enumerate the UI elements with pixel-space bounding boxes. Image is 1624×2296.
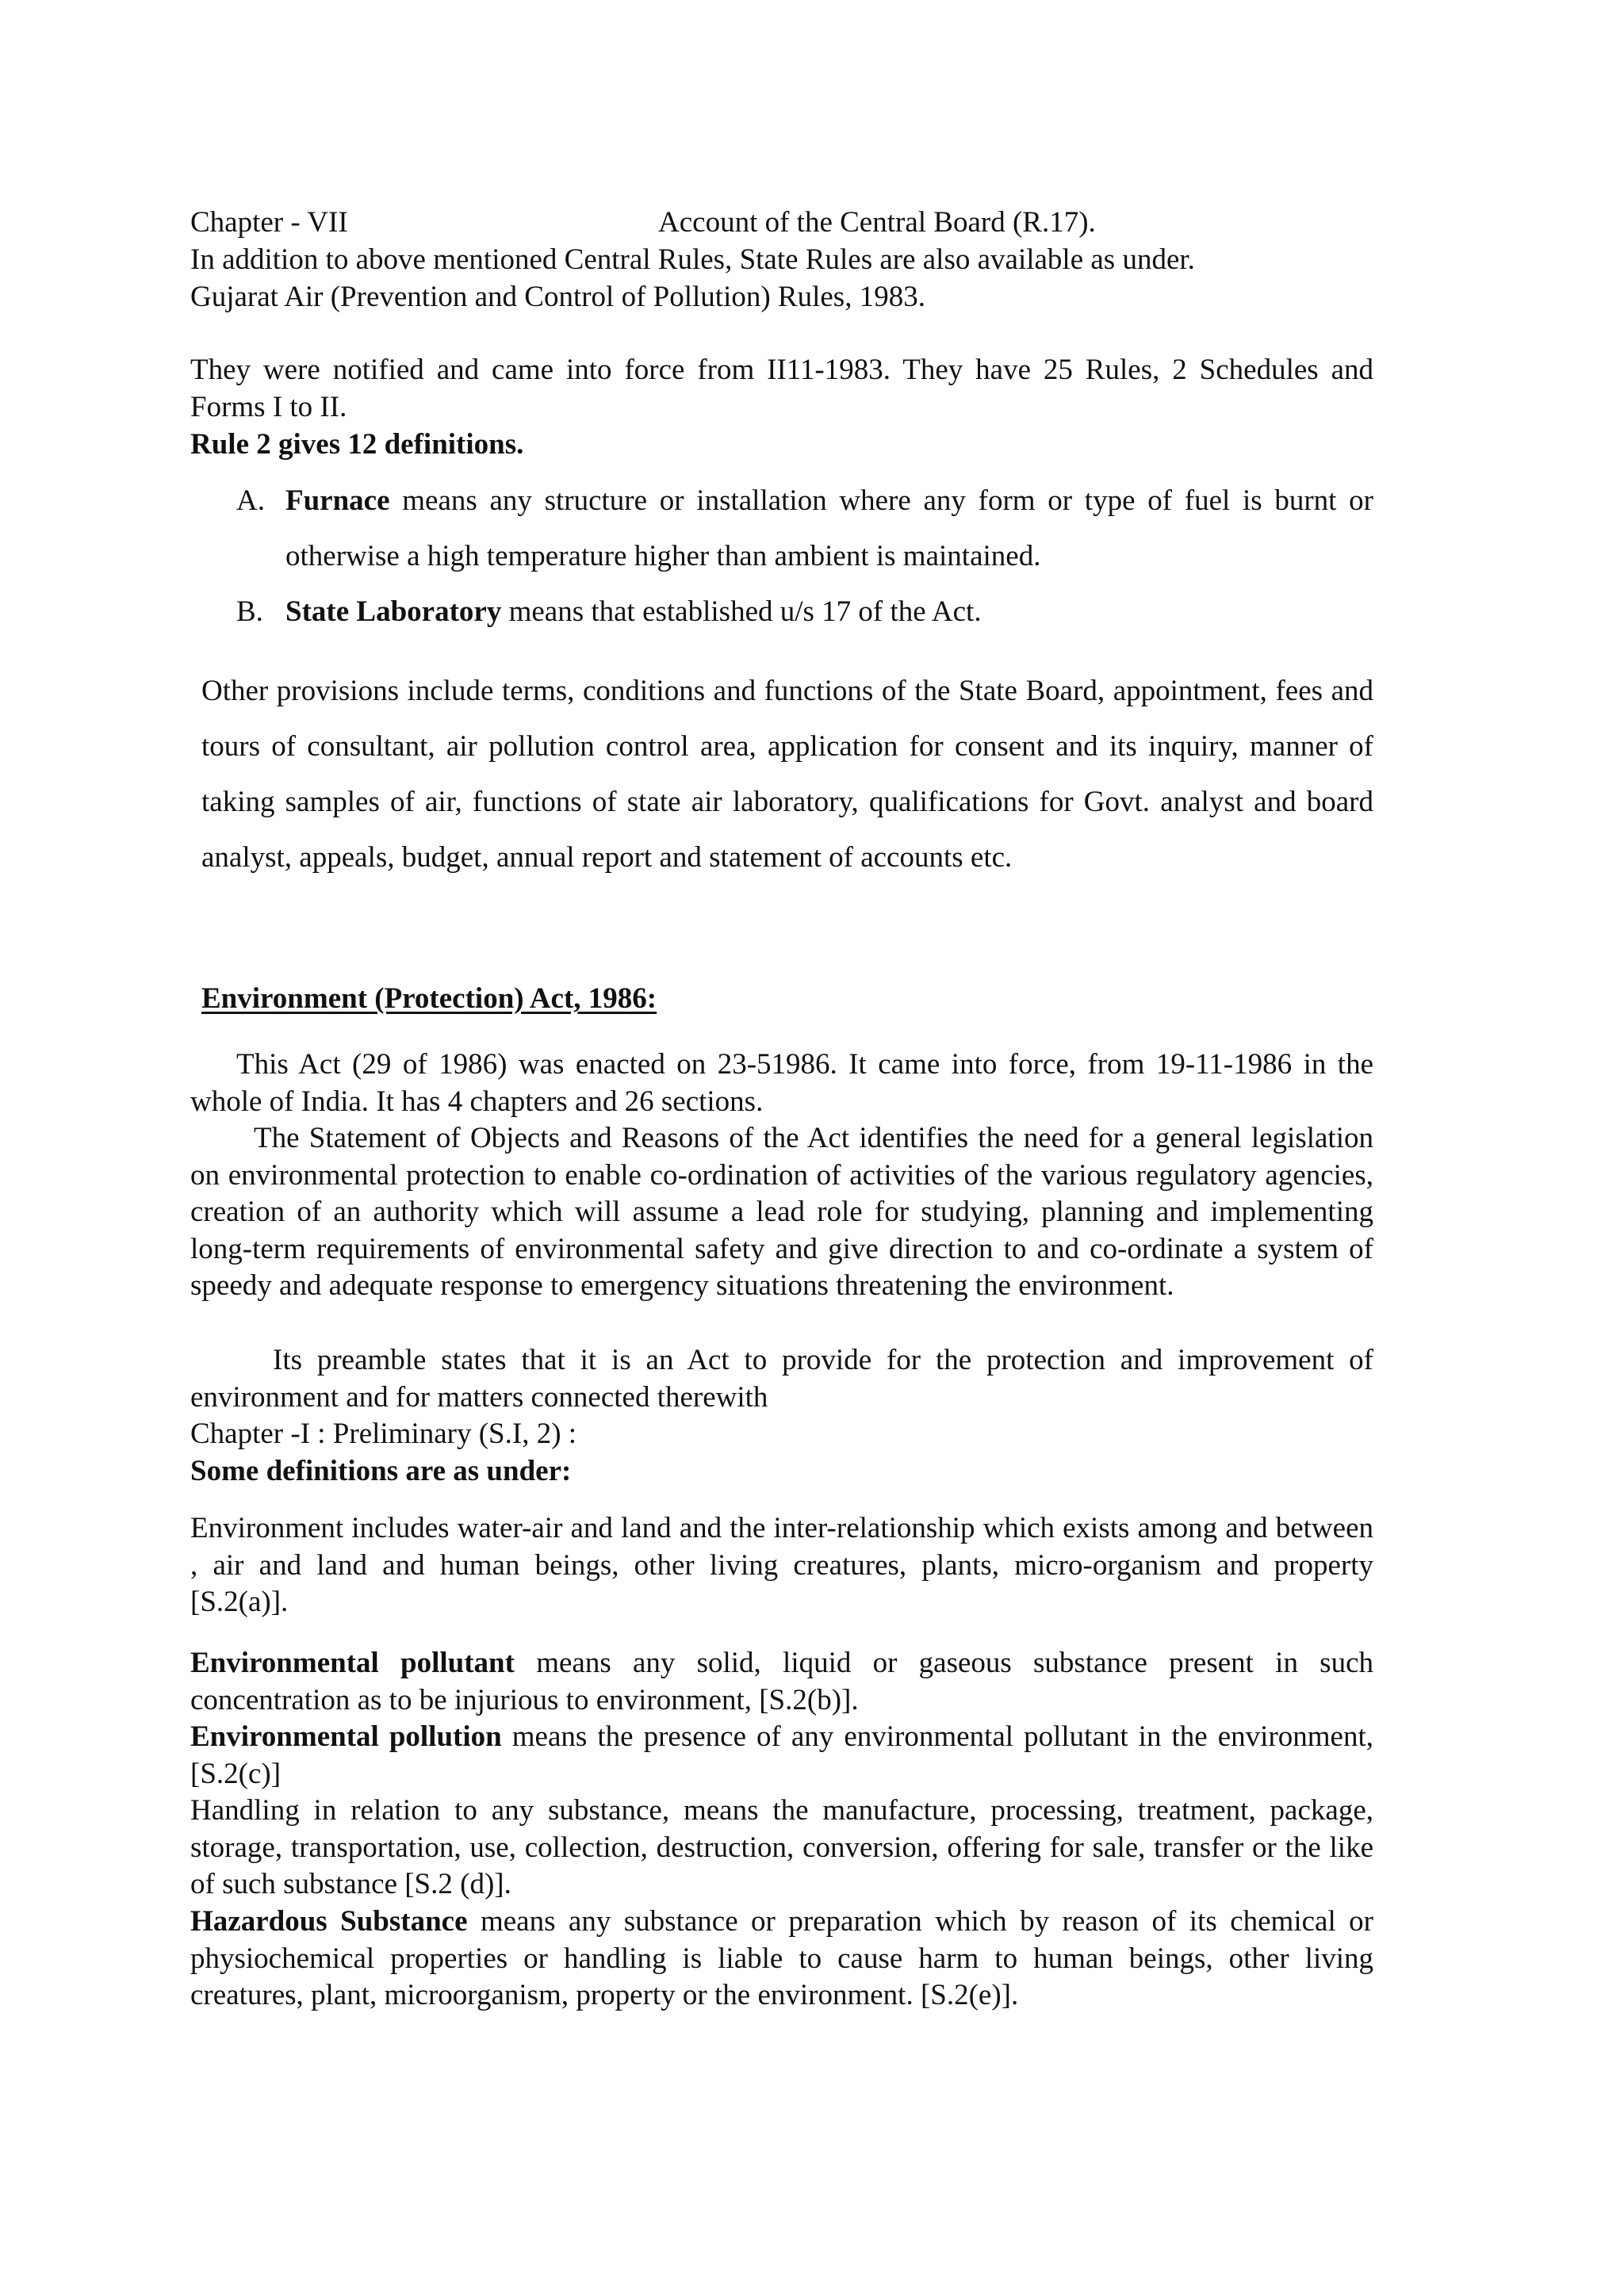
epa-paragraph-1: This Act (29 of 1986) was enacted on 23-51986. It came into force, from 19-11-1986 in the whole of India. It has 4 chapters and 26 sections.: [190, 1048, 1373, 1118]
definition-term: Environmental pollutant: [190, 1647, 515, 1679]
definition-body: [285, 584, 1373, 640]
definition-term: Hazardous Substance: [190, 1905, 468, 1938]
intro-line-1: In addition to above mentioned Central Rules, State Rules are also available as under.: [190, 243, 1195, 276]
some-definitions-heading: Some definitions are as under:: [190, 1455, 572, 1487]
env-pollutant-definition: [190, 1645, 1373, 1719]
definition-item-b: [236, 584, 1373, 640]
epa-paragraph-2: The Statement of Objects and Reasons of the Act identifies the need for a general legislation on environmental protection to enable co-ordination of activities of the various regulatory agencies, creation of an authority which will assume a lead role for studying, planning and implementing long-term requirements of environmental safety and give direction to and co-ordinate a system of speedy and adequate response to emergency situations threatening the environment.: [190, 1122, 1373, 1302]
notified-paragraph: They were notified and came into force from II11-1983. They have 25 Rules, 2 Schedules and Forms I to II.: [190, 354, 1373, 423]
definition-text: means the presence of any environmental pollutant in the environment, [S.2(c)]: [190, 1720, 1373, 1790]
definition-term: State Laboratory: [285, 595, 502, 628]
epa-heading: Environment (Protection) Act, 1986:: [201, 982, 657, 1015]
intro-line-2: Gujarat Air (Prevention and Control of Pollution) Rules, 1983.: [190, 281, 925, 313]
list-marker: B.: [236, 595, 263, 628]
definition-body: [285, 473, 1373, 584]
rule2-heading: Rule 2 gives 12 definitions.: [190, 428, 524, 461]
definition-item-a: [236, 473, 1373, 584]
hazardous-definition: [190, 1904, 1373, 2015]
definition-text: means that established u/s 17 of the Act.: [501, 595, 982, 628]
definition-term: Furnace: [285, 484, 390, 517]
list-marker: A.: [236, 484, 265, 517]
definition-text: means any substance or preparation which by reason of its chemical or physiochemical properties or handling is liable to cause harm to human beings, other living creatures, plant, microorganism, property or the environment. [S.2(e)].: [190, 1905, 1373, 2011]
definition-text: means any structure or installation where any form or type of fuel is burnt or otherwise a high temperature higher than ambient is maintained.: [285, 484, 1373, 572]
env-pollution-definition: [190, 1719, 1373, 1793]
environment-definition: Environment includes water-air and land and the inter-relationship which exists among and between , air and land and human beings, other living creatures, plants, micro-organism and property [S.2(a)].: [190, 1512, 1373, 1618]
definition-text: means any solid, liquid or gaseous substance present in such concentration as to be injurious to environment, [S.2(b)].: [190, 1647, 1374, 1716]
chapter-vii-line: [190, 205, 1373, 241]
chapter-vii-label: Chapter - VII: [190, 206, 348, 239]
chapter-vii-title: Account of the Central Board (R.17).: [658, 206, 1096, 239]
handling-definition: Handling in relation to any substance, means the manufacture, processing, treatment, package, storage, transportation, use, collection, destruction, conversion, offering for sale, transfer or the like of such substance [S.2 (d)].: [190, 1794, 1373, 1900]
chapter-i-line: Chapter -I : Preliminary (S.I, 2) :: [190, 1418, 577, 1450]
other-provisions-paragraph: Other provisions include terms, conditions and functions of the State Board, appointment, fees and tours of consultant, air pollution control area, application for consent and its inquiry, manner of taking samples of air, functions of state air laboratory, qualifications for Govt. analyst and board analyst, appeals, budget, annual report and statement of accounts etc.: [201, 675, 1373, 874]
definition-term: Environmental pollution: [190, 1720, 502, 1753]
epa-paragraph-3: Its preamble states that it is an Act to provide for the protection and improvement of environment and for matters connected therewith: [190, 1344, 1373, 1414]
